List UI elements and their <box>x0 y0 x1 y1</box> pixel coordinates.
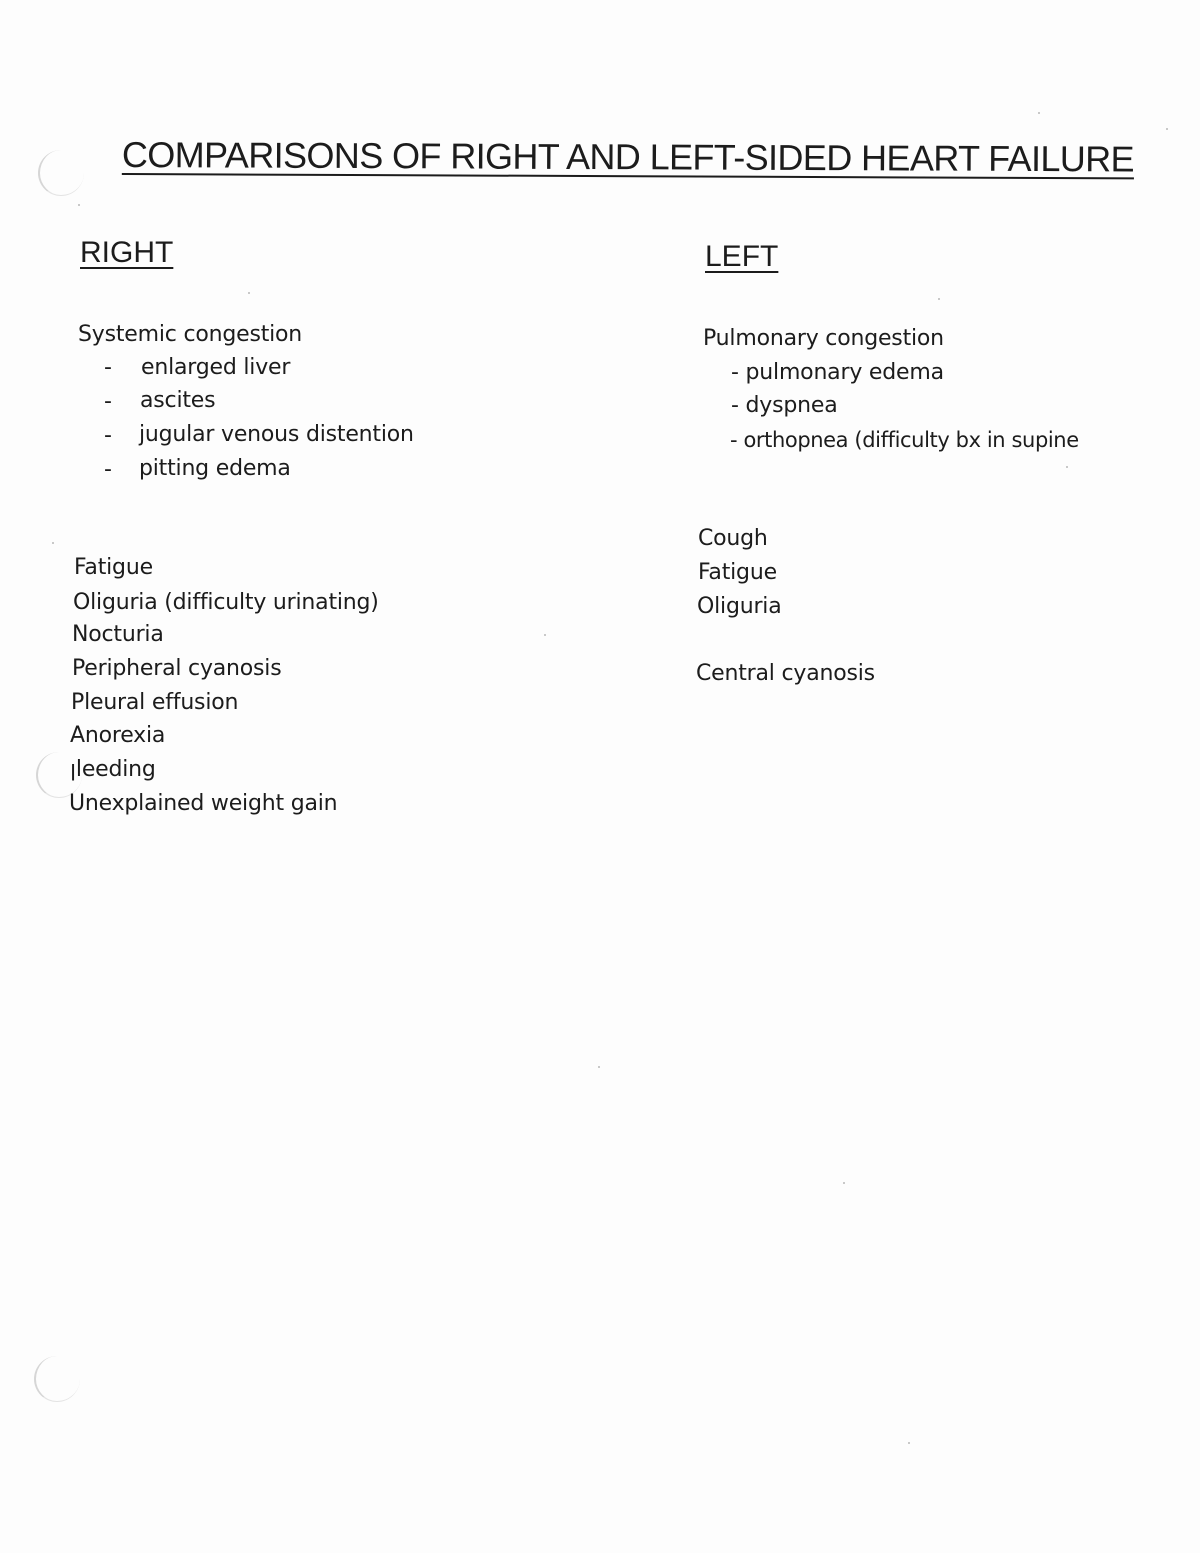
symptom-item: Pleural effusion <box>71 690 239 715</box>
punch-hole-bottom <box>34 1356 80 1402</box>
list-bullet: - <box>104 423 112 448</box>
pulmonary-congestion-label: Pulmonary congestion <box>703 326 944 351</box>
list-item: - dyspnea <box>731 393 838 418</box>
central-cyanosis-item: Central cyanosis <box>696 661 875 686</box>
scan-speck <box>544 634 546 636</box>
symptom-item: Oliguria <box>697 594 782 619</box>
list-bullet: - <box>104 457 112 482</box>
scan-speck <box>1066 466 1068 468</box>
symptom-item: Anorexia <box>70 723 166 748</box>
punch-hole-top <box>38 150 84 196</box>
symptom-item: Oliguria (difficulty urinating) <box>73 590 379 615</box>
list-item: enlarged liver <box>141 355 291 380</box>
list-item: ascites <box>140 388 216 413</box>
symptom-item: Nocturia <box>72 622 164 647</box>
list-item: - orthopnea (difficulty bx in supine <box>730 428 1079 452</box>
scan-speck <box>598 1066 600 1068</box>
scan-speck <box>248 292 250 294</box>
scan-speck <box>938 298 940 300</box>
scan-speck <box>52 542 54 544</box>
list-item: pitting edema <box>139 456 291 481</box>
list-bullet: - <box>104 355 112 380</box>
scan-speck <box>1166 128 1168 130</box>
right-heading: RIGHT <box>80 236 174 269</box>
systemic-congestion-label: Systemic congestion <box>78 322 303 347</box>
symptom-item: Fatigue <box>698 560 777 585</box>
symptom-item: Unexplained weight gain <box>69 791 338 816</box>
symptom-item: Peripheral cyanosis <box>72 656 282 681</box>
scan-speck <box>843 1182 845 1184</box>
left-heading: LEFT <box>705 240 779 273</box>
symptom-item: Fatigue <box>74 555 153 580</box>
list-item: - pulmonary edema <box>731 360 944 385</box>
list-item: jugular venous distention <box>139 422 414 447</box>
symptom-item: ꞁleeding <box>70 757 156 782</box>
list-bullet: - <box>104 389 112 414</box>
scan-speck <box>78 204 80 206</box>
scan-speck <box>1038 112 1040 114</box>
page-title: COMPARISONS OF RIGHT AND LEFT-SIDED HEART FAILURE <box>121 134 1135 180</box>
scan-speck <box>908 1442 910 1444</box>
symptom-item: Cough <box>698 526 768 551</box>
